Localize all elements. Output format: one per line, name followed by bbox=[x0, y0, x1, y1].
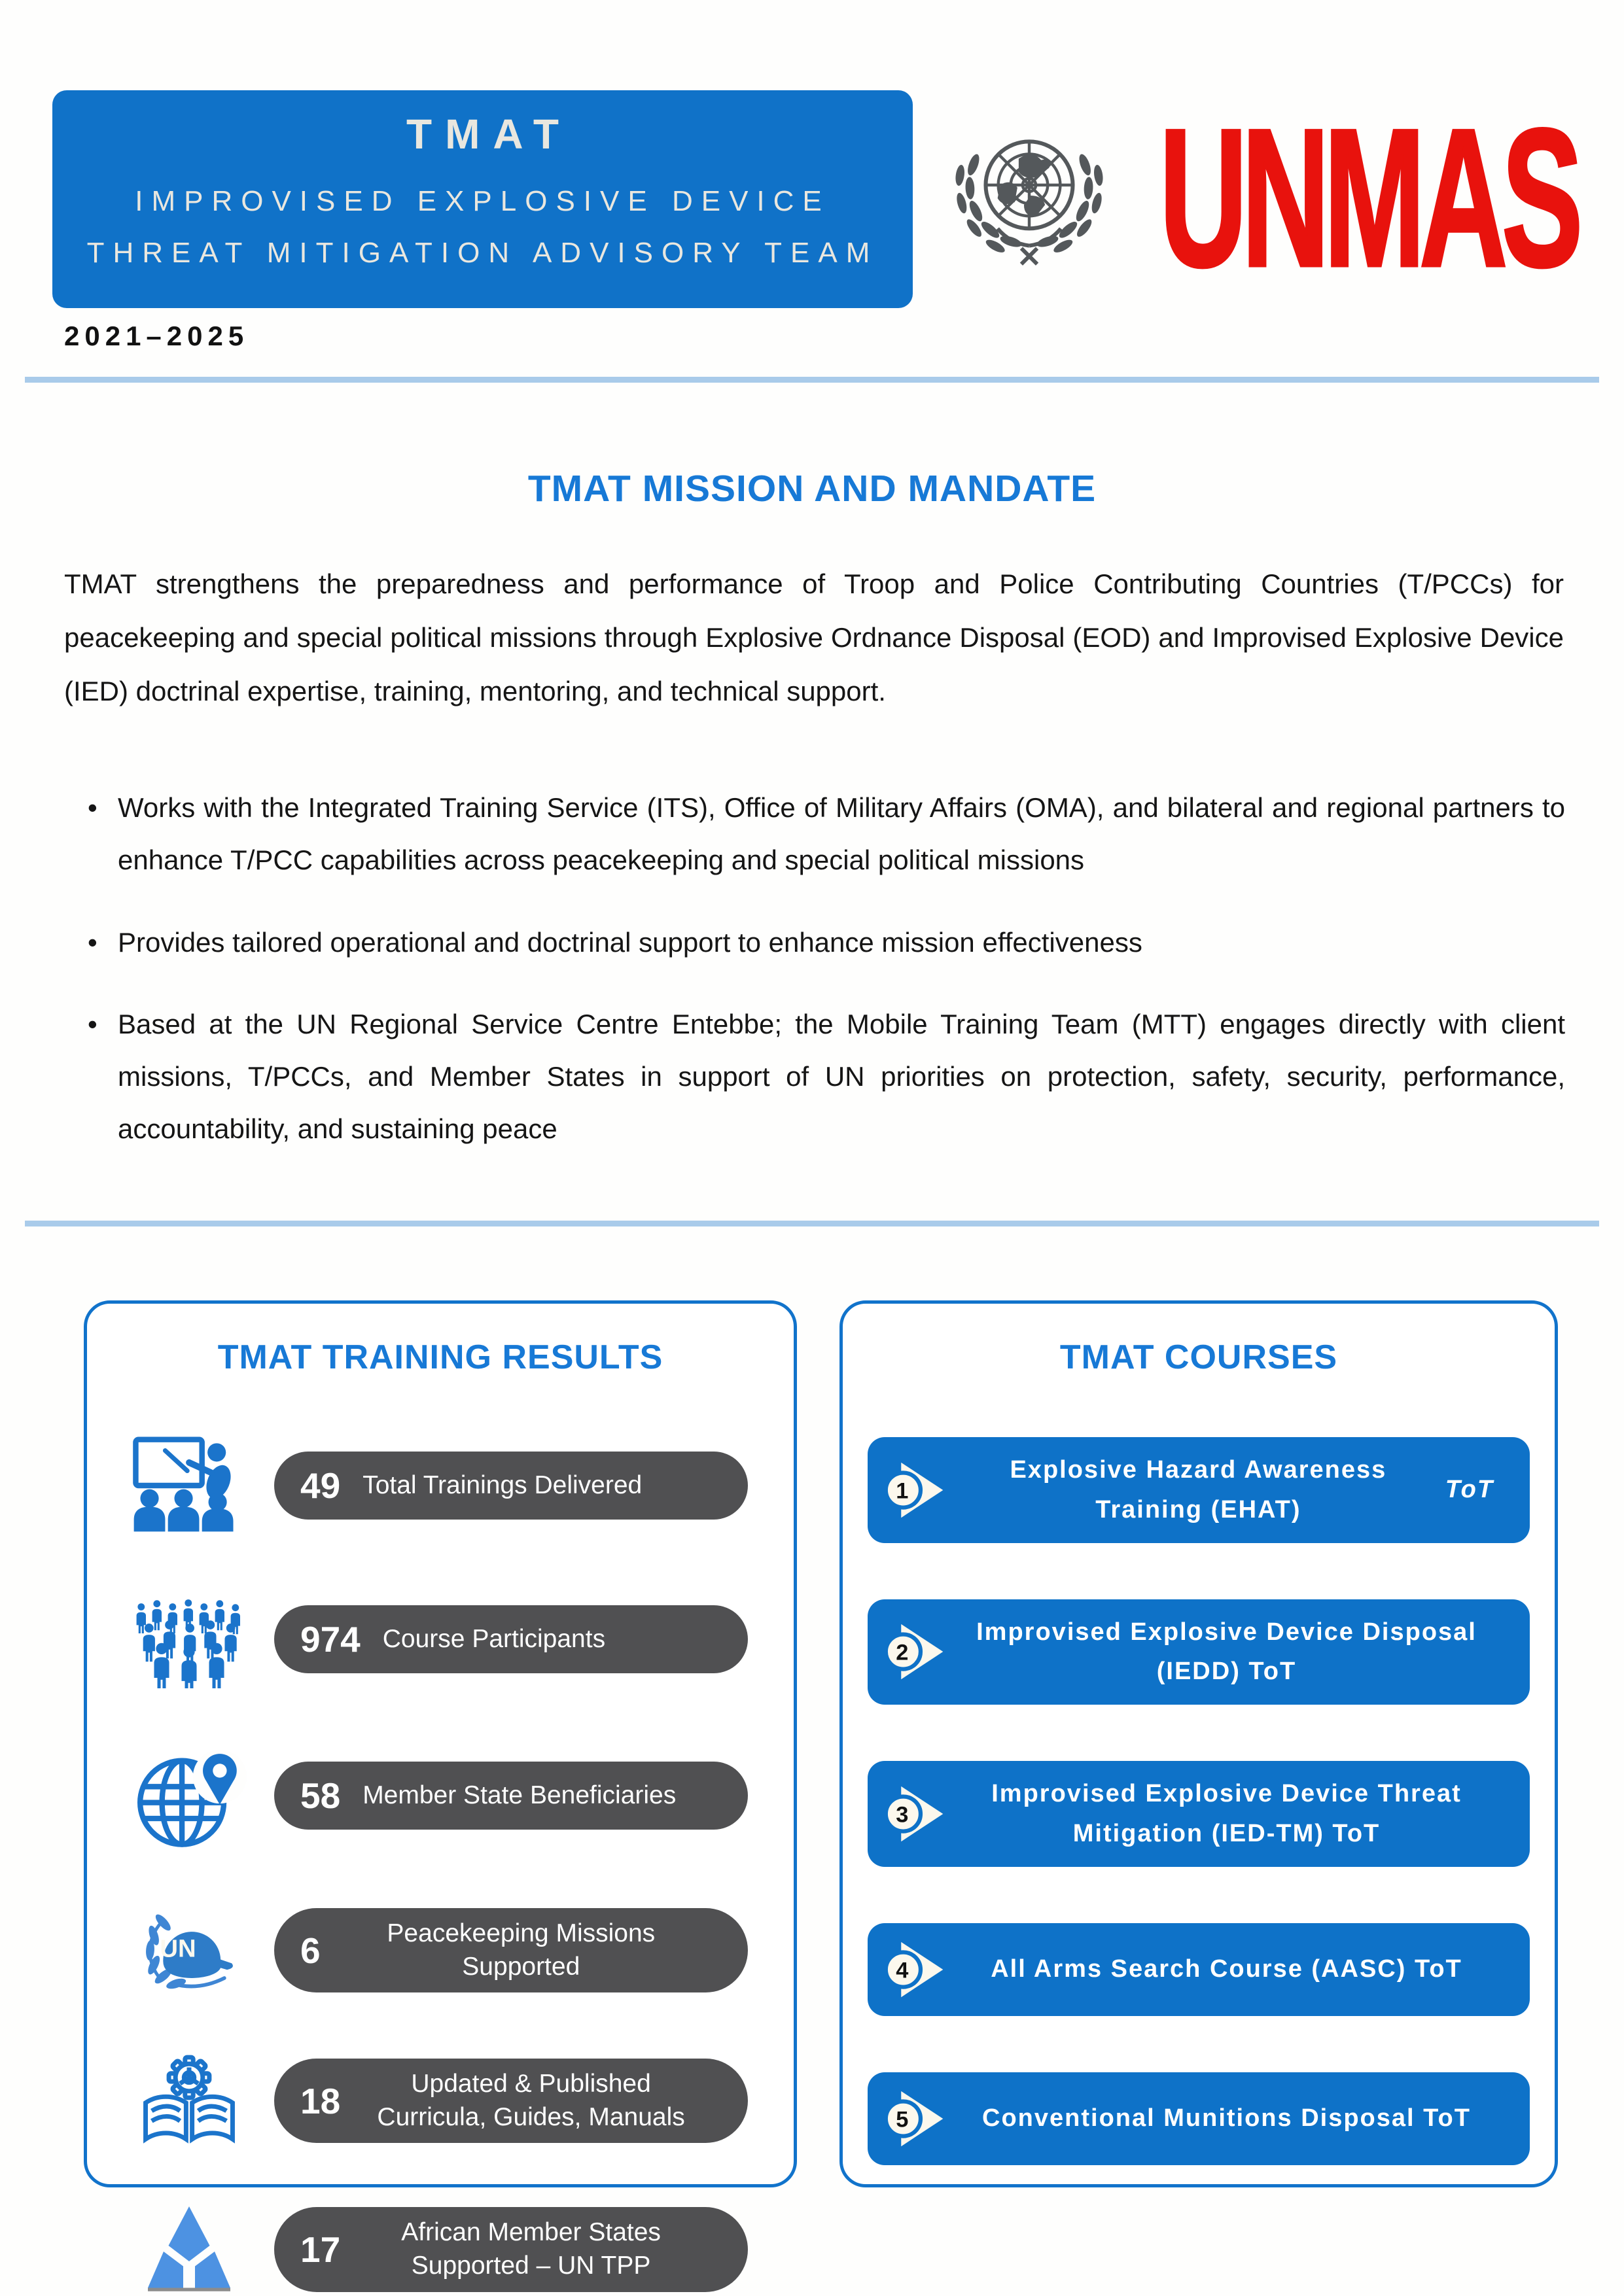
svg-text:2: 2 bbox=[896, 1640, 911, 1665]
svg-text:UN: UN bbox=[160, 1934, 196, 1963]
stat-pill bbox=[274, 2059, 748, 2143]
course-label: Conventional Munitions Disposal ToT bbox=[982, 2104, 1471, 2132]
course-number-marker bbox=[881, 1781, 946, 1847]
divider-middle bbox=[25, 1221, 1599, 1226]
stat-value: 18 bbox=[300, 2080, 341, 2121]
mission-bullet-list bbox=[86, 782, 1565, 1185]
training-results-panel bbox=[84, 1300, 797, 2280]
stat-value: 974 bbox=[300, 1619, 361, 1660]
stat-label: Total Trainings Delivered bbox=[362, 1470, 643, 1499]
bullet-item: • Works with the Integrated Training Service (ITS), Office of Military Affairs (OMA), and bilateral and regional partners to enhance T/PCC capabilities across peacekeeping and special political missions bbox=[86, 782, 1565, 886]
courses-panel bbox=[839, 1300, 1558, 2187]
pyramid-icon bbox=[104, 2204, 274, 2295]
stat-pill bbox=[274, 1452, 748, 1520]
stat-value: 49 bbox=[300, 1465, 341, 1506]
svg-text:4: 4 bbox=[896, 1958, 911, 1983]
page-subtitle-line2: THREAT MITIGATION ADVISORY TEAM bbox=[86, 237, 879, 270]
result-row-member-states bbox=[104, 1741, 748, 1851]
stat-label: Updated & Published Curricula, Guides, Manuals bbox=[377, 2069, 685, 2131]
result-row-african-states bbox=[104, 2204, 748, 2295]
result-row-participants bbox=[104, 1590, 748, 1688]
stat-pill bbox=[274, 1762, 748, 1830]
results-list bbox=[87, 1433, 794, 2295]
stat-label: African Member States Supported – UN TPP bbox=[401, 2218, 661, 2280]
page-subtitle-line1: IMPROVISED EXPLOSIVE DEVICE bbox=[135, 185, 830, 217]
result-row-curricula bbox=[104, 2050, 748, 2151]
presentation-icon bbox=[104, 1433, 274, 1538]
course-number-marker bbox=[881, 2086, 946, 2151]
stat-value: 58 bbox=[300, 1775, 341, 1816]
courses-list bbox=[843, 1437, 1555, 2165]
divider-top bbox=[25, 377, 1599, 383]
course-label: All Arms Search Course (AASC) ToT bbox=[991, 1955, 1462, 1983]
course-item-ehat bbox=[868, 1437, 1530, 1543]
period-label: 2021–2025 bbox=[64, 321, 249, 351]
stat-value: 17 bbox=[300, 2229, 341, 2270]
course-item-ied-tm bbox=[868, 1761, 1530, 1867]
svg-text:5: 5 bbox=[896, 2107, 911, 2132]
mission-intro: TMAT strengthens the preparedness and performance of Troop and Police Contributing Countries (T/PCCs) for peacekeeping and special political missions through Explosive Ordnance Disposal (EOD) and Improvised Explosive Device (IED) doctrinal expertise, training, mentoring, and technical support. bbox=[64, 568, 1564, 706]
course-label: Explosive Hazard Awareness Training (EHAT) bbox=[1010, 1456, 1387, 1523]
svg-text:1: 1 bbox=[896, 1478, 911, 1504]
result-row-trainings bbox=[104, 1433, 748, 1538]
globe-pin-icon bbox=[104, 1741, 274, 1851]
stat-label: Member State Beneficiaries bbox=[362, 1781, 677, 1809]
stat-pill bbox=[274, 2207, 748, 2291]
stat-value: 6 bbox=[300, 1930, 321, 1971]
stat-pill bbox=[274, 1908, 748, 1992]
stat-pill bbox=[274, 1605, 748, 1673]
course-number-marker bbox=[881, 1619, 946, 1684]
training-results-heading: TMAT TRAINING RESULTS bbox=[217, 1338, 663, 1376]
bullet-item: • Provides tailored operational and doctrinal support to enhance mission effectiveness bbox=[86, 916, 1565, 969]
courses-heading: TMAT COURSES bbox=[1059, 1338, 1338, 1376]
course-item-aasc bbox=[868, 1923, 1530, 2016]
course-item-iedd bbox=[868, 1599, 1530, 1705]
course-label: Improvised Explosive Device Threat Mitigation (IED-TM) ToT bbox=[991, 1780, 1462, 1847]
unmas-logo: UNMAS bbox=[1159, 88, 1578, 307]
un-emblem-icon bbox=[944, 119, 1115, 275]
course-tot-italic: ToT bbox=[1445, 1476, 1494, 1504]
stat-label: Peacekeeping Missions Supported bbox=[387, 1919, 656, 1981]
course-label: Improvised Explosive Device Disposal (IEDD) ToT bbox=[976, 1618, 1477, 1686]
bullet-item: • Based at the UN Regional Service Centre Entebbe; the Mobile Training Team (MTT) engages directly with client missions, T/PCCs, and Member States in support of UN priorities on protection, safety, security, performance, accountability, and sustaining peace bbox=[86, 998, 1565, 1155]
result-row-missions bbox=[104, 1903, 748, 1998]
page-title: TMAT bbox=[406, 111, 572, 158]
header-banner bbox=[52, 90, 913, 308]
course-number-marker bbox=[881, 1457, 946, 1523]
svg-text:3: 3 bbox=[896, 1802, 911, 1828]
crowd-icon bbox=[104, 1590, 274, 1688]
mission-heading: TMAT MISSION AND MANDATE bbox=[527, 468, 1097, 510]
un-helmet-icon bbox=[104, 1903, 274, 1998]
course-number-marker bbox=[881, 1937, 946, 2002]
book-gear-icon bbox=[104, 2050, 274, 2151]
course-item-cmd bbox=[868, 2072, 1530, 2165]
stat-label: Course Participants bbox=[382, 1624, 606, 1653]
